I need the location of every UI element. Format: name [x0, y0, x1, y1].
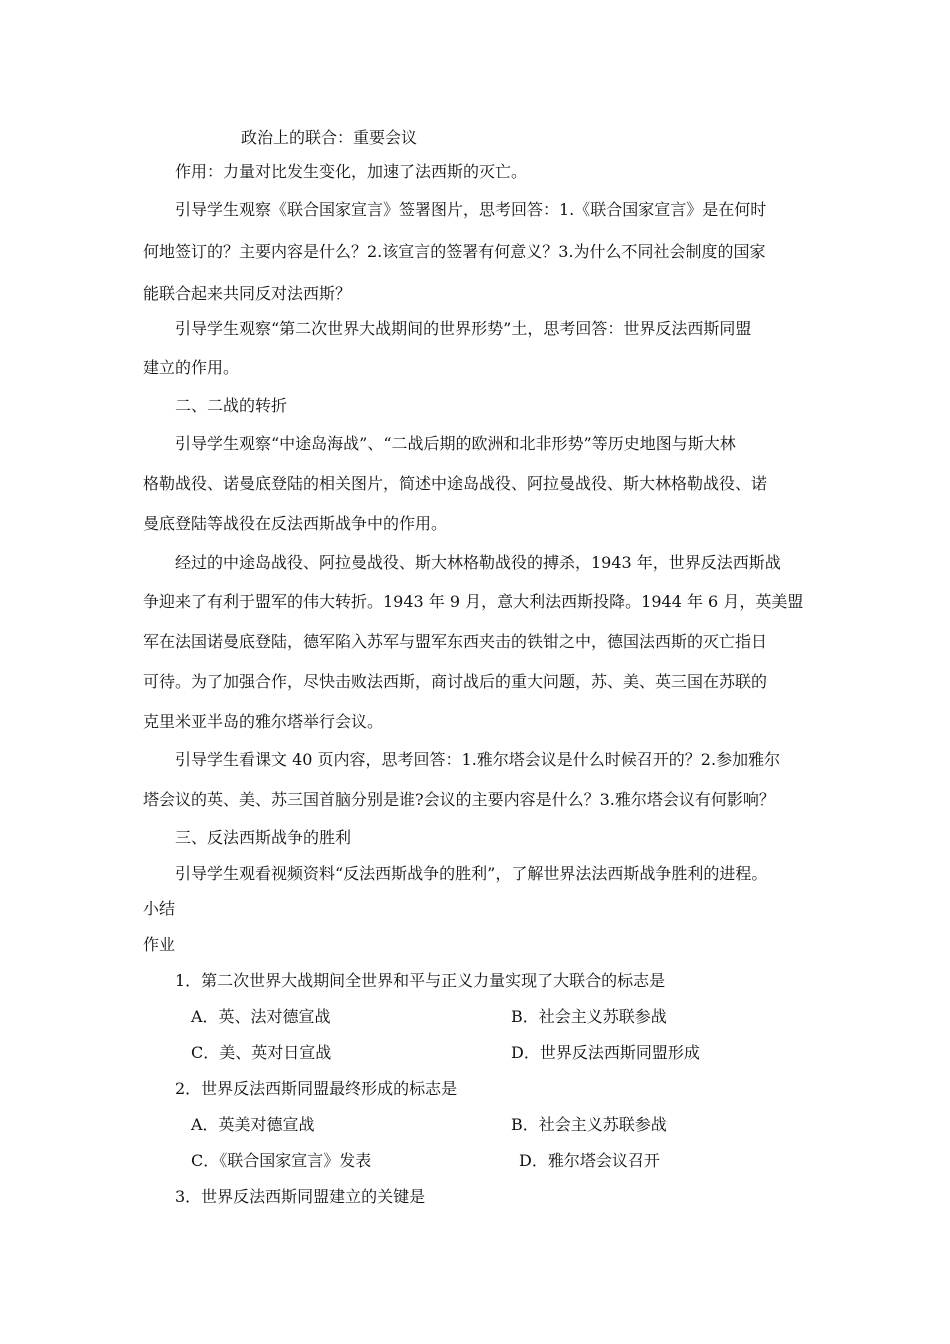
paragraph-line: 能联合起来共同反对法西斯？	[143, 284, 352, 303]
paragraph-line: 塔会议的英、美、苏三国首脑分别是谁?会议的主要内容是什么？3.雅尔塔会议有何影响？	[143, 790, 775, 809]
question-option: C．《联合国家宣言》发表	[191, 1151, 372, 1170]
paragraph-line: 可待。为了加强合作，尽快击败法西斯，商讨战后的重大问题，苏、美、英三国在苏联的	[143, 672, 768, 691]
paragraph-line: 引导学生观察“中途岛海战”、“二战后期的欧洲和北非形势”等历史地图与斯大林	[175, 434, 736, 453]
paragraph-line: 格勒战役、诺曼底登陆的相关图片，简述中途岛战役、阿拉曼战役、斯大林格勒战役、诺	[143, 474, 768, 493]
paragraph-line: 建立的作用。	[143, 358, 240, 377]
paragraph-line: 经过的中途岛战役、阿拉曼战役、斯大林格勒战役的搏杀，1943 年，世界反法西斯战	[175, 553, 781, 572]
question-option: B．社会主义苏联参战	[511, 1007, 667, 1026]
paragraph-line: 争迎来了有利于盟军的伟大转折。1943 年 9 月，意大利法西斯投降。1944 年 6 月，英美盟	[143, 592, 804, 611]
question-option: B．社会主义苏联参战	[511, 1115, 667, 1134]
paragraph-line: 引导学生观看视频资料“反法西斯战争的胜利”，了解世界法法西斯战争胜利的进程。	[175, 864, 768, 883]
paragraph-line: 引导学生看课文 40 页内容，思考回答：1.雅尔塔会议是什么时候召开的？2.参加雅尔	[175, 750, 781, 769]
question-option: D．世界反法西斯同盟形成	[511, 1043, 700, 1062]
homework-heading: 作业	[143, 935, 176, 954]
paragraph-line: 克里米亚半岛的雅尔塔举行会议。	[143, 712, 384, 731]
question-stem: 3．世界反法西斯同盟建立的关键是	[175, 1187, 426, 1206]
summary-heading: 小结	[143, 899, 176, 918]
paragraph-line: 军在法国诺曼底登陆，德军陷入苏军与盟军东西夹击的铁钳之中，德国法西斯的灭亡指日	[143, 632, 768, 651]
question-option: C．美、英对日宣战	[191, 1043, 332, 1062]
paragraph-line: 作用：力量对比发生变化，加速了法西斯的灭亡。	[175, 162, 528, 181]
question-option: A．英、法对德宣战	[191, 1007, 331, 1026]
question-option: A．英美对德宣战	[191, 1115, 315, 1134]
section-heading: 三、反法西斯战争的胜利	[175, 828, 352, 847]
paragraph-line: 曼底登陆等战役在反法西斯战争中的作用。	[143, 514, 448, 533]
question-option: D．雅尔塔会议召开	[519, 1151, 660, 1170]
question-stem: 1．第二次世界大战期间全世界和平与正义力量实现了大联合的标志是	[175, 971, 666, 990]
section-heading: 二、二战的转折	[175, 396, 288, 415]
paragraph-line: 政治上的联合：重要会议	[241, 128, 418, 147]
paragraph-line: 引导学生观察“第二次世界大战期间的世界形势”土，思考回答：世界反法西斯同盟	[175, 319, 752, 338]
paragraph-line: 引导学生观察《联合国家宣言》签署图片，思考回答：1.《联合国家宣言》是在何时	[175, 200, 767, 219]
paragraph-line: 何地签订的？主要内容是什么？2.该宣言的签署有何意义？3.为什么不同社会制度的国家	[143, 242, 766, 261]
question-stem: 2．世界反法西斯同盟最终形成的标志是	[175, 1079, 458, 1098]
